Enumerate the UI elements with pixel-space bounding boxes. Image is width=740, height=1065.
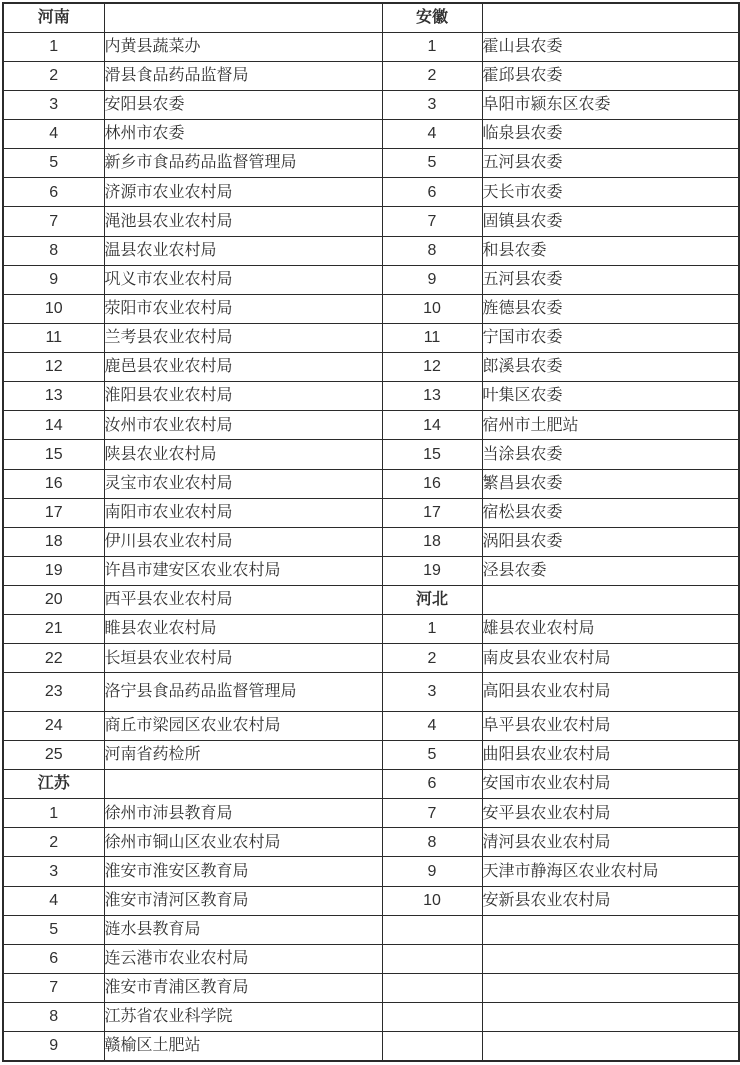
left-row-number-cell: 16: [3, 469, 104, 498]
right-row-number-cell: 4: [382, 120, 482, 149]
left-agency-name-cell: 长垣县农业农村局: [104, 644, 382, 673]
table-row: [3, 973, 739, 1002]
left-agency-name-cell: 温县农业农村局: [104, 236, 382, 265]
right-agency-name-cell: 五河县农委: [482, 265, 739, 294]
left-row-number-cell: 14: [3, 411, 104, 440]
left-agency-name-cell: 伊川县农业农村局: [104, 527, 382, 556]
left-row-number-cell: 2: [3, 61, 104, 90]
agency-table: [2, 2, 740, 1062]
right-row-number-cell: 19: [382, 556, 482, 585]
right-agency-name-cell: 南皮县农业农村局: [482, 644, 739, 673]
table-row: [3, 120, 739, 149]
table-row: [3, 1003, 739, 1032]
left-agency-name-cell: 汝州市农业农村局: [104, 411, 382, 440]
table-row: [3, 944, 739, 973]
left-agency-name-cell: 荥阳市农业农村局: [104, 294, 382, 323]
left-row-number-cell: 19: [3, 556, 104, 585]
left-agency-name-cell: 徐州市铜山区农业农村局: [104, 828, 382, 857]
left-row-number-cell: 15: [3, 440, 104, 469]
left-row-number-cell: 6: [3, 178, 104, 207]
right-agency-name-cell: 和县农委: [482, 236, 739, 265]
right-row-number-cell: 7: [382, 207, 482, 236]
right-agency-name-cell: 阜平县农业农村局: [482, 711, 739, 740]
right-row-number-cell: 13: [382, 382, 482, 411]
right-row-number-cell: 12: [382, 353, 482, 382]
left-agency-name-cell: 济源市农业农村局: [104, 178, 382, 207]
right-agency-name-cell: 清河县农业农村局: [482, 828, 739, 857]
left-agency-name-cell: 新乡市食品药品监督管理局: [104, 149, 382, 178]
right-empty-cell: [382, 1003, 482, 1032]
right-row-number-cell: 3: [382, 673, 482, 711]
left-row-number-cell: 7: [3, 973, 104, 1002]
right-row-number-cell: 7: [382, 799, 482, 828]
right-row-number-cell: 8: [382, 236, 482, 265]
table-row: [3, 799, 739, 828]
left-row-number-cell: 13: [3, 382, 104, 411]
table-row: [3, 265, 739, 294]
right-empty-cell: [482, 3, 739, 32]
left-agency-name-cell: 内黄县蔬菜办: [104, 32, 382, 61]
table-row: [3, 353, 739, 382]
right-empty-cell: [482, 1032, 739, 1061]
left-row-number-cell: 9: [3, 265, 104, 294]
right-row-number-cell: 10: [382, 294, 482, 323]
left-agency-name-cell: 洛宁县食品药品监督管理局: [104, 673, 382, 711]
right-agency-name-cell: 霍山县农委: [482, 32, 739, 61]
right-row-number-cell: 18: [382, 527, 482, 556]
right-row-number-cell: 3: [382, 90, 482, 119]
left-agency-name-cell: 赣榆区土肥站: [104, 1032, 382, 1061]
right-row-number-cell: 2: [382, 644, 482, 673]
table-row: [3, 770, 739, 799]
left-row-number-cell: 8: [3, 236, 104, 265]
left-section-header-cell: 河南: [3, 3, 104, 32]
right-empty-cell: [382, 915, 482, 944]
table-row: [3, 411, 739, 440]
right-agency-name-cell: 安新县农业农村局: [482, 886, 739, 915]
left-agency-name-cell: 林州市农委: [104, 120, 382, 149]
table-row: [3, 90, 739, 119]
table-row: [3, 556, 739, 585]
right-agency-name-cell: 天长市农委: [482, 178, 739, 207]
right-row-number-cell: 6: [382, 770, 482, 799]
left-agency-name-cell: 鹿邑县农业农村局: [104, 353, 382, 382]
left-row-number-cell: 5: [3, 149, 104, 178]
right-agency-name-cell: 雄县农业农村局: [482, 615, 739, 644]
right-empty-cell: [382, 944, 482, 973]
left-agency-name-cell: 淮安市青浦区教育局: [104, 973, 382, 1002]
right-row-number-cell: 1: [382, 32, 482, 61]
left-row-number-cell: 7: [3, 207, 104, 236]
table-row: [3, 323, 739, 352]
right-agency-name-cell: 安国市农业农村局: [482, 770, 739, 799]
left-row-number-cell: 23: [3, 673, 104, 711]
right-agency-name-cell: 繁昌县农委: [482, 469, 739, 498]
right-agency-name-cell: 高阳县农业农村局: [482, 673, 739, 711]
left-empty-cell: [104, 3, 382, 32]
left-row-number-cell: 17: [3, 498, 104, 527]
right-row-number-cell: 4: [382, 711, 482, 740]
left-agency-name-cell: 涟水县教育局: [104, 915, 382, 944]
right-agency-name-cell: 安平县农业农村局: [482, 799, 739, 828]
left-agency-name-cell: 江苏省农业科学院: [104, 1003, 382, 1032]
right-agency-name-cell: 涡阳县农委: [482, 527, 739, 556]
left-row-number-cell: 24: [3, 711, 104, 740]
left-row-number-cell: 22: [3, 644, 104, 673]
agency-table-body: [3, 3, 739, 1061]
table-row: [3, 673, 739, 711]
left-agency-name-cell: 淮安市清河区教育局: [104, 886, 382, 915]
table-row: [3, 61, 739, 90]
table-row: [3, 915, 739, 944]
table-row: [3, 32, 739, 61]
table-row: [3, 294, 739, 323]
right-row-number-cell: 1: [382, 615, 482, 644]
right-empty-cell: [482, 944, 739, 973]
right-section-header-cell: 安徽: [382, 3, 482, 32]
left-row-number-cell: 4: [3, 120, 104, 149]
left-row-number-cell: 3: [3, 90, 104, 119]
left-agency-name-cell: 灵宝市农业农村局: [104, 469, 382, 498]
left-agency-name-cell: 西平县农业农村局: [104, 586, 382, 615]
right-agency-name-cell: 五河县农委: [482, 149, 739, 178]
right-empty-cell: [482, 973, 739, 1002]
table-row: [3, 527, 739, 556]
left-section-header-cell: 江苏: [3, 770, 104, 799]
table-row: [3, 498, 739, 527]
right-agency-name-cell: 当涂县农委: [482, 440, 739, 469]
right-empty-cell: [482, 915, 739, 944]
left-agency-name-cell: 淮安市淮安区教育局: [104, 857, 382, 886]
left-row-number-cell: 25: [3, 740, 104, 769]
right-agency-name-cell: 旌德县农委: [482, 294, 739, 323]
left-row-number-cell: 12: [3, 353, 104, 382]
left-agency-name-cell: 淮阳县农业农村局: [104, 382, 382, 411]
right-row-number-cell: 16: [382, 469, 482, 498]
table-row: [3, 207, 739, 236]
left-row-number-cell: 3: [3, 857, 104, 886]
left-empty-cell: [104, 770, 382, 799]
right-agency-name-cell: 临泉县农委: [482, 120, 739, 149]
table-row: [3, 3, 739, 32]
left-row-number-cell: 11: [3, 323, 104, 352]
left-row-number-cell: 1: [3, 32, 104, 61]
right-empty-cell: [382, 973, 482, 1002]
left-agency-name-cell: 商丘市梁园区农业农村局: [104, 711, 382, 740]
right-empty-cell: [482, 586, 739, 615]
right-agency-name-cell: 泾县农委: [482, 556, 739, 585]
table-row: [3, 178, 739, 207]
left-agency-name-cell: 陕县农业农村局: [104, 440, 382, 469]
left-row-number-cell: 1: [3, 799, 104, 828]
right-row-number-cell: 5: [382, 149, 482, 178]
table-row: [3, 469, 739, 498]
left-agency-name-cell: 安阳县农委: [104, 90, 382, 119]
right-row-number-cell: 15: [382, 440, 482, 469]
table-row: [3, 440, 739, 469]
right-section-header-cell: 河北: [382, 586, 482, 615]
right-agency-name-cell: 宁国市农委: [482, 323, 739, 352]
left-agency-name-cell: 南阳市农业农村局: [104, 498, 382, 527]
right-agency-name-cell: 叶集区农委: [482, 382, 739, 411]
left-row-number-cell: 20: [3, 586, 104, 615]
right-agency-name-cell: 宿州市土肥站: [482, 411, 739, 440]
table-row: [3, 886, 739, 915]
right-agency-name-cell: 曲阳县农业农村局: [482, 740, 739, 769]
right-empty-cell: [482, 1003, 739, 1032]
left-agency-name-cell: 连云港市农业农村局: [104, 944, 382, 973]
right-row-number-cell: 11: [382, 323, 482, 352]
table-row: [3, 828, 739, 857]
right-agency-name-cell: 霍邱县农委: [482, 61, 739, 90]
right-agency-name-cell: 宿松县农委: [482, 498, 739, 527]
right-agency-name-cell: 郎溪县农委: [482, 353, 739, 382]
left-row-number-cell: 8: [3, 1003, 104, 1032]
table-row: [3, 586, 739, 615]
right-row-number-cell: 6: [382, 178, 482, 207]
left-row-number-cell: 18: [3, 527, 104, 556]
right-agency-name-cell: 天津市静海区农业农村局: [482, 857, 739, 886]
table-row: [3, 615, 739, 644]
left-row-number-cell: 6: [3, 944, 104, 973]
table-row: [3, 236, 739, 265]
right-row-number-cell: 9: [382, 857, 482, 886]
right-agency-name-cell: 阜阳市颍东区农委: [482, 90, 739, 119]
left-agency-name-cell: 渑池县农业农村局: [104, 207, 382, 236]
left-row-number-cell: 10: [3, 294, 104, 323]
left-row-number-cell: 5: [3, 915, 104, 944]
left-row-number-cell: 2: [3, 828, 104, 857]
left-agency-name-cell: 河南省药检所: [104, 740, 382, 769]
table-row: [3, 382, 739, 411]
right-row-number-cell: 2: [382, 61, 482, 90]
left-agency-name-cell: 睢县农业农村局: [104, 615, 382, 644]
right-row-number-cell: 10: [382, 886, 482, 915]
right-row-number-cell: 14: [382, 411, 482, 440]
right-agency-name-cell: 固镇县农委: [482, 207, 739, 236]
left-row-number-cell: 4: [3, 886, 104, 915]
table-row: [3, 1032, 739, 1061]
left-agency-name-cell: 兰考县农业农村局: [104, 323, 382, 352]
table-row: [3, 644, 739, 673]
left-agency-name-cell: 滑县食品药品监督局: [104, 61, 382, 90]
left-row-number-cell: 21: [3, 615, 104, 644]
right-row-number-cell: 17: [382, 498, 482, 527]
table-row: [3, 740, 739, 769]
right-row-number-cell: 8: [382, 828, 482, 857]
table-row: [3, 711, 739, 740]
right-empty-cell: [382, 1032, 482, 1061]
right-row-number-cell: 5: [382, 740, 482, 769]
left-row-number-cell: 9: [3, 1032, 104, 1061]
right-row-number-cell: 9: [382, 265, 482, 294]
table-row: [3, 857, 739, 886]
left-agency-name-cell: 巩义市农业农村局: [104, 265, 382, 294]
left-agency-name-cell: 徐州市沛县教育局: [104, 799, 382, 828]
left-agency-name-cell: 许昌市建安区农业农村局: [104, 556, 382, 585]
table-row: [3, 149, 739, 178]
